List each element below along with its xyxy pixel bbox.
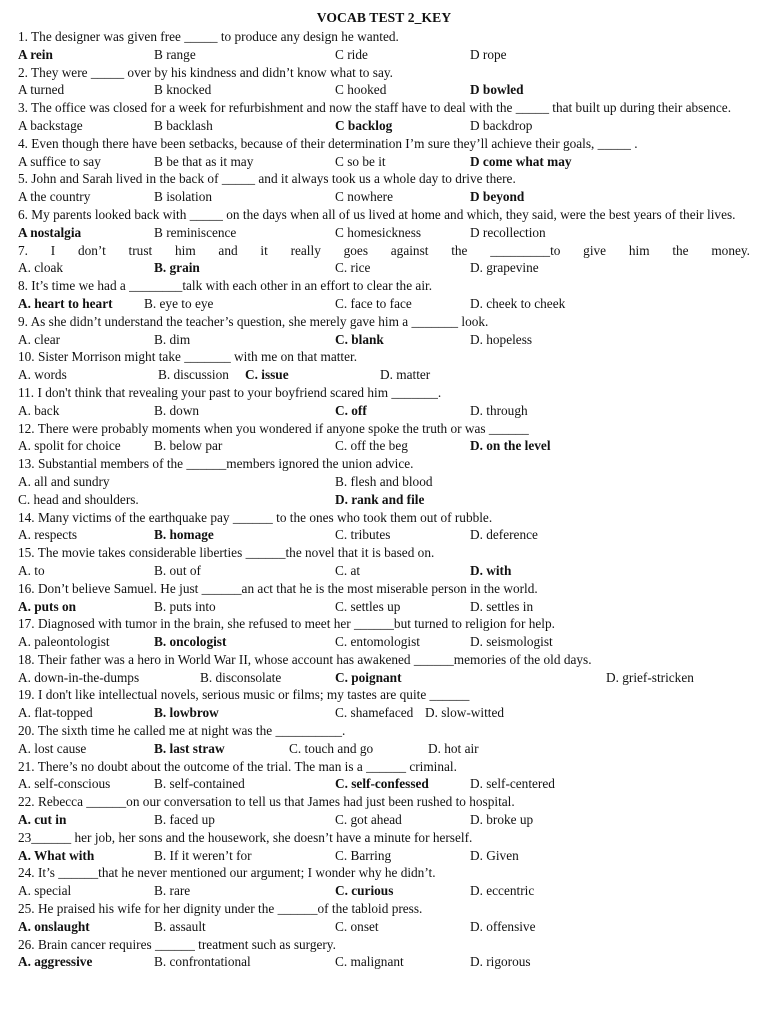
- answer-options: [18, 847, 750, 865]
- answer-options: [18, 562, 750, 580]
- answer-options: [18, 188, 750, 206]
- answer-option: A. back: [18, 402, 60, 418]
- question-text: 26. Brain cancer requires ______ treatment such as surgery.: [18, 936, 336, 952]
- answer-option: C. touch and go: [289, 740, 374, 756]
- correct-answer-option: D beyond: [470, 189, 525, 205]
- answer-option: D. through: [470, 402, 528, 418]
- question-text: 23______ her job, her sons and the housework, she doesn’t have a minute for herself.: [18, 829, 473, 845]
- question-text: 3. The office was closed for a week for refurbishment and now the staff have to deal with the _____ that built up during their absence.: [18, 100, 732, 116]
- answer-option: D rope: [470, 46, 507, 62]
- correct-answer-option: A. onslaught: [18, 918, 90, 934]
- answer-option: B. If it weren’t for: [154, 847, 252, 863]
- question-text: 13. Substantial members of the ______members ignored the union advice.: [18, 456, 414, 472]
- question-item: [18, 206, 750, 242]
- question-text: 5. John and Sarah lived in the back of _____ and it always took us a whole day to drive there.: [18, 171, 516, 187]
- correct-answer-option: A nostalgia: [18, 224, 82, 240]
- answer-option: A. cloak: [18, 260, 64, 276]
- question-text: 15. The movie takes considerable liberties ______the novel that it is based on.: [18, 545, 435, 561]
- question-item: [18, 758, 750, 794]
- correct-answer-option: A. What with: [18, 847, 95, 863]
- answer-option: B. self-contained: [154, 776, 245, 792]
- answer-option: D. broke up: [470, 812, 534, 828]
- answer-options: [18, 331, 750, 349]
- answer-options: [18, 46, 750, 64]
- answer-option: C. got ahead: [335, 812, 402, 828]
- correct-answer-option: D. rank and file: [335, 491, 425, 507]
- correct-answer-option: B. homage: [154, 527, 214, 543]
- question-item: [18, 384, 750, 420]
- answer-option: D. Given: [470, 847, 519, 863]
- correct-answer-option: C backlog: [335, 117, 393, 133]
- answer-option: B. down: [154, 402, 200, 418]
- question-item: [18, 900, 750, 936]
- question-item: [18, 829, 750, 865]
- answer-options: [18, 491, 750, 509]
- question-item: [18, 99, 750, 135]
- answer-option: B isolation: [154, 189, 212, 205]
- correct-answer-option: C. poignant: [335, 669, 402, 685]
- correct-answer-option: A. puts on: [18, 598, 77, 614]
- answer-options: [18, 598, 750, 616]
- answer-options: [18, 704, 750, 722]
- question-text: 6. My parents looked back with _____ on the days when all of us lived at home and which, they said, were the best years of their lives.: [18, 206, 736, 222]
- question-text: 12. There were probably moments when you wondered if anyone spoke the truth or was ______: [18, 420, 529, 436]
- question-text: 22. Rebecca ______on our conversation to tell us that James had just been rushed to hospital.: [18, 794, 515, 810]
- question-text: 19. I don't like intellectual novels, serious music or films; my tastes are quite ______: [18, 687, 470, 703]
- answer-option: C homesickness: [335, 224, 422, 240]
- question-item: [18, 455, 750, 508]
- answer-options: [18, 402, 750, 420]
- question-text: 20. The sixth time he called me at night was the __________.: [18, 723, 346, 739]
- question-list: [18, 28, 750, 971]
- answer-options: [18, 669, 750, 687]
- correct-answer-option: B. lowbrow: [154, 705, 219, 721]
- answer-option: A. words: [18, 367, 67, 383]
- answer-option: B. flesh and blood: [335, 473, 433, 489]
- answer-option: D. hot air: [428, 740, 479, 756]
- answer-option: D. cheek to cheek: [470, 295, 566, 311]
- answer-option: D. slow-witted: [425, 705, 505, 721]
- answer-option: D. grapevine: [470, 260, 539, 276]
- answer-options: [18, 526, 750, 544]
- answer-option: D. settles in: [470, 598, 534, 614]
- answer-option: B. faced up: [154, 812, 215, 828]
- answer-option: A. self-conscious: [18, 776, 111, 792]
- question-text: 1. The designer was given free _____ to produce any design he wanted.: [18, 29, 399, 44]
- answer-option: C. shamefaced: [335, 705, 414, 721]
- document-title: VOCAB TEST 2_KEY: [316, 10, 452, 25]
- question-item: [18, 580, 750, 616]
- answer-options: [18, 295, 750, 313]
- correct-answer-option: C. off: [335, 402, 367, 418]
- question-item: [18, 313, 750, 349]
- question-text: 24. It’s ______that he never mentioned our argument; I wonder why he didn’t.: [18, 865, 436, 881]
- answer-options: [18, 224, 750, 242]
- answer-option: B range: [154, 46, 196, 62]
- correct-answer-option: A. cut in: [18, 812, 67, 828]
- answer-option: D. matter: [380, 367, 431, 383]
- question-item: [18, 651, 750, 687]
- answer-option: A. flat-topped: [18, 705, 93, 721]
- question-item: [18, 509, 750, 545]
- answer-option: C. tributes: [335, 527, 391, 543]
- answer-options: [18, 811, 750, 829]
- correct-answer-option: C. curious: [335, 883, 394, 899]
- correct-answer-option: C. issue: [245, 367, 289, 383]
- answer-option: D. seismologist: [470, 634, 553, 650]
- answer-option: A the country: [18, 189, 91, 205]
- answer-option: C. off the beg: [335, 438, 408, 454]
- correct-answer-option: D. with: [470, 562, 512, 578]
- correct-answer-option: A. heart to heart: [18, 295, 113, 311]
- correct-answer-option: D come what may: [470, 153, 572, 169]
- answer-option: D. offensive: [470, 918, 536, 934]
- question-item: [18, 686, 750, 722]
- answer-option: B reminiscence: [154, 224, 237, 240]
- answer-option: B. confrontational: [154, 954, 251, 970]
- answer-option: A. clear: [18, 331, 61, 347]
- question-text: 2. They were _____ over by his kindness and didn’t know what to say.: [18, 64, 393, 80]
- answer-options: [18, 953, 750, 971]
- answer-options: [18, 775, 750, 793]
- correct-answer-option: A rein: [18, 46, 53, 62]
- question-text: 25. He praised his wife for her dignity under the ______of the tabloid press.: [18, 901, 423, 917]
- correct-answer-option: C. self-confessed: [335, 776, 429, 792]
- answer-options: [18, 259, 750, 277]
- answer-option: B backlash: [154, 117, 213, 133]
- question-item: [18, 722, 750, 758]
- correct-answer-option: B. oncologist: [154, 634, 227, 650]
- answer-option: C ride: [335, 46, 368, 62]
- answer-option: B. eye to eye: [144, 295, 214, 311]
- answer-option: B be that as it may: [154, 153, 254, 169]
- answer-option: D. rigorous: [470, 954, 531, 970]
- answer-option: D. self-centered: [470, 776, 555, 792]
- answer-option: C so be it: [335, 153, 386, 169]
- question-item: [18, 348, 750, 384]
- answer-options: [18, 633, 750, 651]
- question-item: [18, 28, 750, 64]
- question-text: 21. There’s no doubt about the outcome of the trial. The man is a ______ criminal.: [18, 758, 457, 774]
- answer-option: A. all and sundry: [18, 473, 110, 489]
- answer-option: D. deference: [470, 527, 538, 543]
- answer-options: [18, 81, 750, 99]
- answer-option: A. spolit for choice: [18, 438, 121, 454]
- question-item: [18, 936, 750, 972]
- answer-option: A suffice to say: [18, 153, 101, 169]
- correct-answer-option: A. aggressive: [18, 954, 93, 970]
- question-text: 17. Diagnosed with tumor in the brain, she refused to meet her ______but turned to religion for help.: [18, 616, 555, 632]
- answer-option: C. face to face: [335, 295, 412, 311]
- question-item: [18, 170, 750, 206]
- answer-option: C. head and shoulders.: [18, 491, 139, 507]
- answer-option: C. settles up: [335, 598, 401, 614]
- correct-answer-option: D bowled: [470, 82, 524, 98]
- question-text: 8. It’s time we had a ________talk with each other in an effort to clear the air.: [18, 278, 433, 294]
- answer-options: [18, 366, 750, 384]
- answer-option: B. disconsolate: [200, 669, 282, 685]
- question-text: 4. Even though there have been setbacks, because of their determination I’m sure they’ll achieve their goals, _____ .: [18, 135, 638, 151]
- question-text: 14. Many victims of the earthquake pay ______ to the ones who took them out of rubble.: [18, 509, 493, 525]
- question-item: [18, 64, 750, 100]
- question-text: 9. As she didn’t understand the teacher’s question, she merely gave him a _______ look.: [18, 313, 489, 329]
- answer-option: A. special: [18, 883, 72, 899]
- question-item: [18, 544, 750, 580]
- question-text: 10. Sister Morrison might take _______ with me on that matter.: [18, 349, 358, 365]
- question-text: 16. Don’t believe Samuel. He just ______an act that he is the most miserable person in the world.: [18, 580, 538, 596]
- question-item: [18, 793, 750, 829]
- answer-option: A. down-in-the-dumps: [18, 669, 140, 685]
- answer-options: [18, 117, 750, 135]
- answer-option: B. assault: [154, 918, 206, 934]
- answer-option: A backstage: [18, 117, 83, 133]
- answer-options: [18, 740, 750, 758]
- answer-option: C. malignant: [335, 954, 404, 970]
- answer-options: [18, 918, 750, 936]
- correct-answer-option: B. last straw: [154, 740, 225, 756]
- answer-option: D recollection: [470, 224, 546, 240]
- question-text: 11. I don't think that revealing your past to your boyfriend scared him _______.: [18, 384, 442, 400]
- question-item: [18, 242, 750, 278]
- answer-option: C hooked: [335, 82, 387, 98]
- answer-option: B. below par: [154, 438, 223, 454]
- answer-option: C. at: [335, 562, 361, 578]
- answer-option: C. onset: [335, 918, 379, 934]
- answer-options: [18, 882, 750, 900]
- correct-answer-option: C. blank: [335, 331, 384, 347]
- answer-option: A. respects: [18, 527, 78, 543]
- answer-option: A turned: [18, 82, 65, 98]
- answer-option: D. eccentric: [470, 883, 535, 899]
- answer-option: B knocked: [154, 82, 212, 98]
- answer-option: C. rice: [335, 260, 371, 276]
- answer-option: A. paleontologist: [18, 634, 110, 650]
- answer-option: D. hopeless: [470, 331, 533, 347]
- answer-option: B. discussion: [158, 367, 229, 383]
- answer-option: B. out of: [154, 562, 201, 578]
- vocab-test-document: [18, 8, 750, 971]
- correct-answer-option: D. on the level: [470, 438, 551, 454]
- answer-option: D backdrop: [470, 117, 533, 133]
- question-text: 7. I don’t trust him and it really goes against the _________to give him the money.: [18, 242, 750, 258]
- answer-option: C nowhere: [335, 189, 393, 205]
- answer-options: [18, 437, 750, 455]
- answer-option: B. puts into: [154, 598, 216, 614]
- answer-options: [18, 473, 750, 491]
- answer-option: A. lost cause: [18, 740, 87, 756]
- question-item: [18, 135, 750, 171]
- answer-option: C. entomologist: [335, 634, 420, 650]
- answer-option: A. to: [18, 562, 45, 578]
- question-item: [18, 277, 750, 313]
- answer-option: D. grief-stricken: [606, 669, 694, 685]
- question-item: [18, 420, 750, 456]
- question-item: [18, 864, 750, 900]
- answer-option: B. rare: [154, 883, 191, 899]
- question-item: [18, 615, 750, 651]
- answer-option: C. Barring: [335, 847, 392, 863]
- answer-option: B. dim: [154, 331, 191, 347]
- question-text: 18. Their father was a hero in World War II, whose account has awakened ______memories of the old days.: [18, 651, 592, 667]
- answer-options: [18, 153, 750, 171]
- correct-answer-option: B. grain: [154, 260, 200, 276]
